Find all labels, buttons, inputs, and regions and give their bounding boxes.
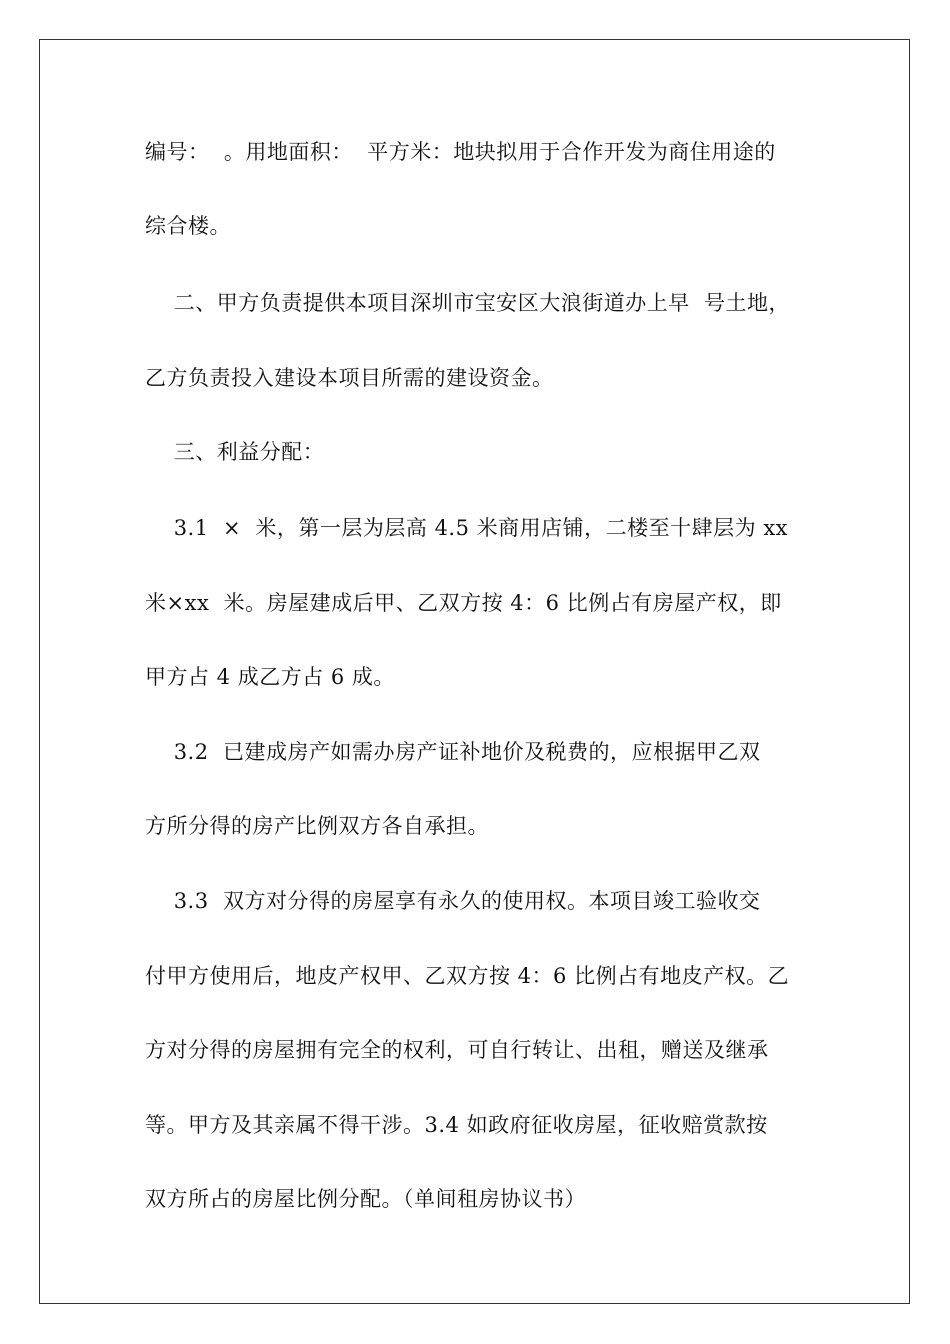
text-line: 编号： 。用地面积： 平方米：地块拟用于合作开发为商住用途的 (145, 140, 776, 164)
text-line: 米×xx 米。房屋建成后甲、乙双方按 4：6 比例占有房屋产权，即 (145, 591, 782, 615)
text-line: 付甲方使用后，地皮产权甲、乙双方按 4：6 比例占有地皮产权。乙 (145, 964, 790, 988)
text-line: 方对分得的房屋拥有完全的权利，可自行转让、出租，赠送及继承 (145, 1038, 769, 1062)
text-line: 等。甲方及其亲属不得干涉。3.4 如政府征收房屋，征收赔赏款按 (145, 1113, 768, 1137)
text-line: 双方所占的房屋比例分配。（单间租房协议书） (145, 1187, 586, 1211)
text-line: 综合楼。 (145, 214, 231, 238)
text-line: 3.2 已建成房产如需办房产证补地价及税费的，应根据甲乙双 (145, 740, 761, 764)
text-line: 三、利益分配： (145, 440, 325, 464)
text-line: 3.3 双方对分得的房屋享有永久的使用权。本项目竣工验收交 (145, 889, 761, 913)
text-line: 乙方负责投入建设本项目所需的建设资金。 (145, 366, 554, 390)
text-line: 方所分得的房产比例双方各自承担。 (145, 814, 489, 838)
text-line: 二、甲方负责提供本项目深圳市宝安区大浪街道办上早 号土地， (145, 291, 791, 315)
text-line: 甲方占 4 成乙方占 6 成。 (145, 665, 395, 689)
text-line: 3.1 × 米，第一层为层高 4.5 米商用店铺，二楼至十肆层为 xx (145, 516, 789, 540)
